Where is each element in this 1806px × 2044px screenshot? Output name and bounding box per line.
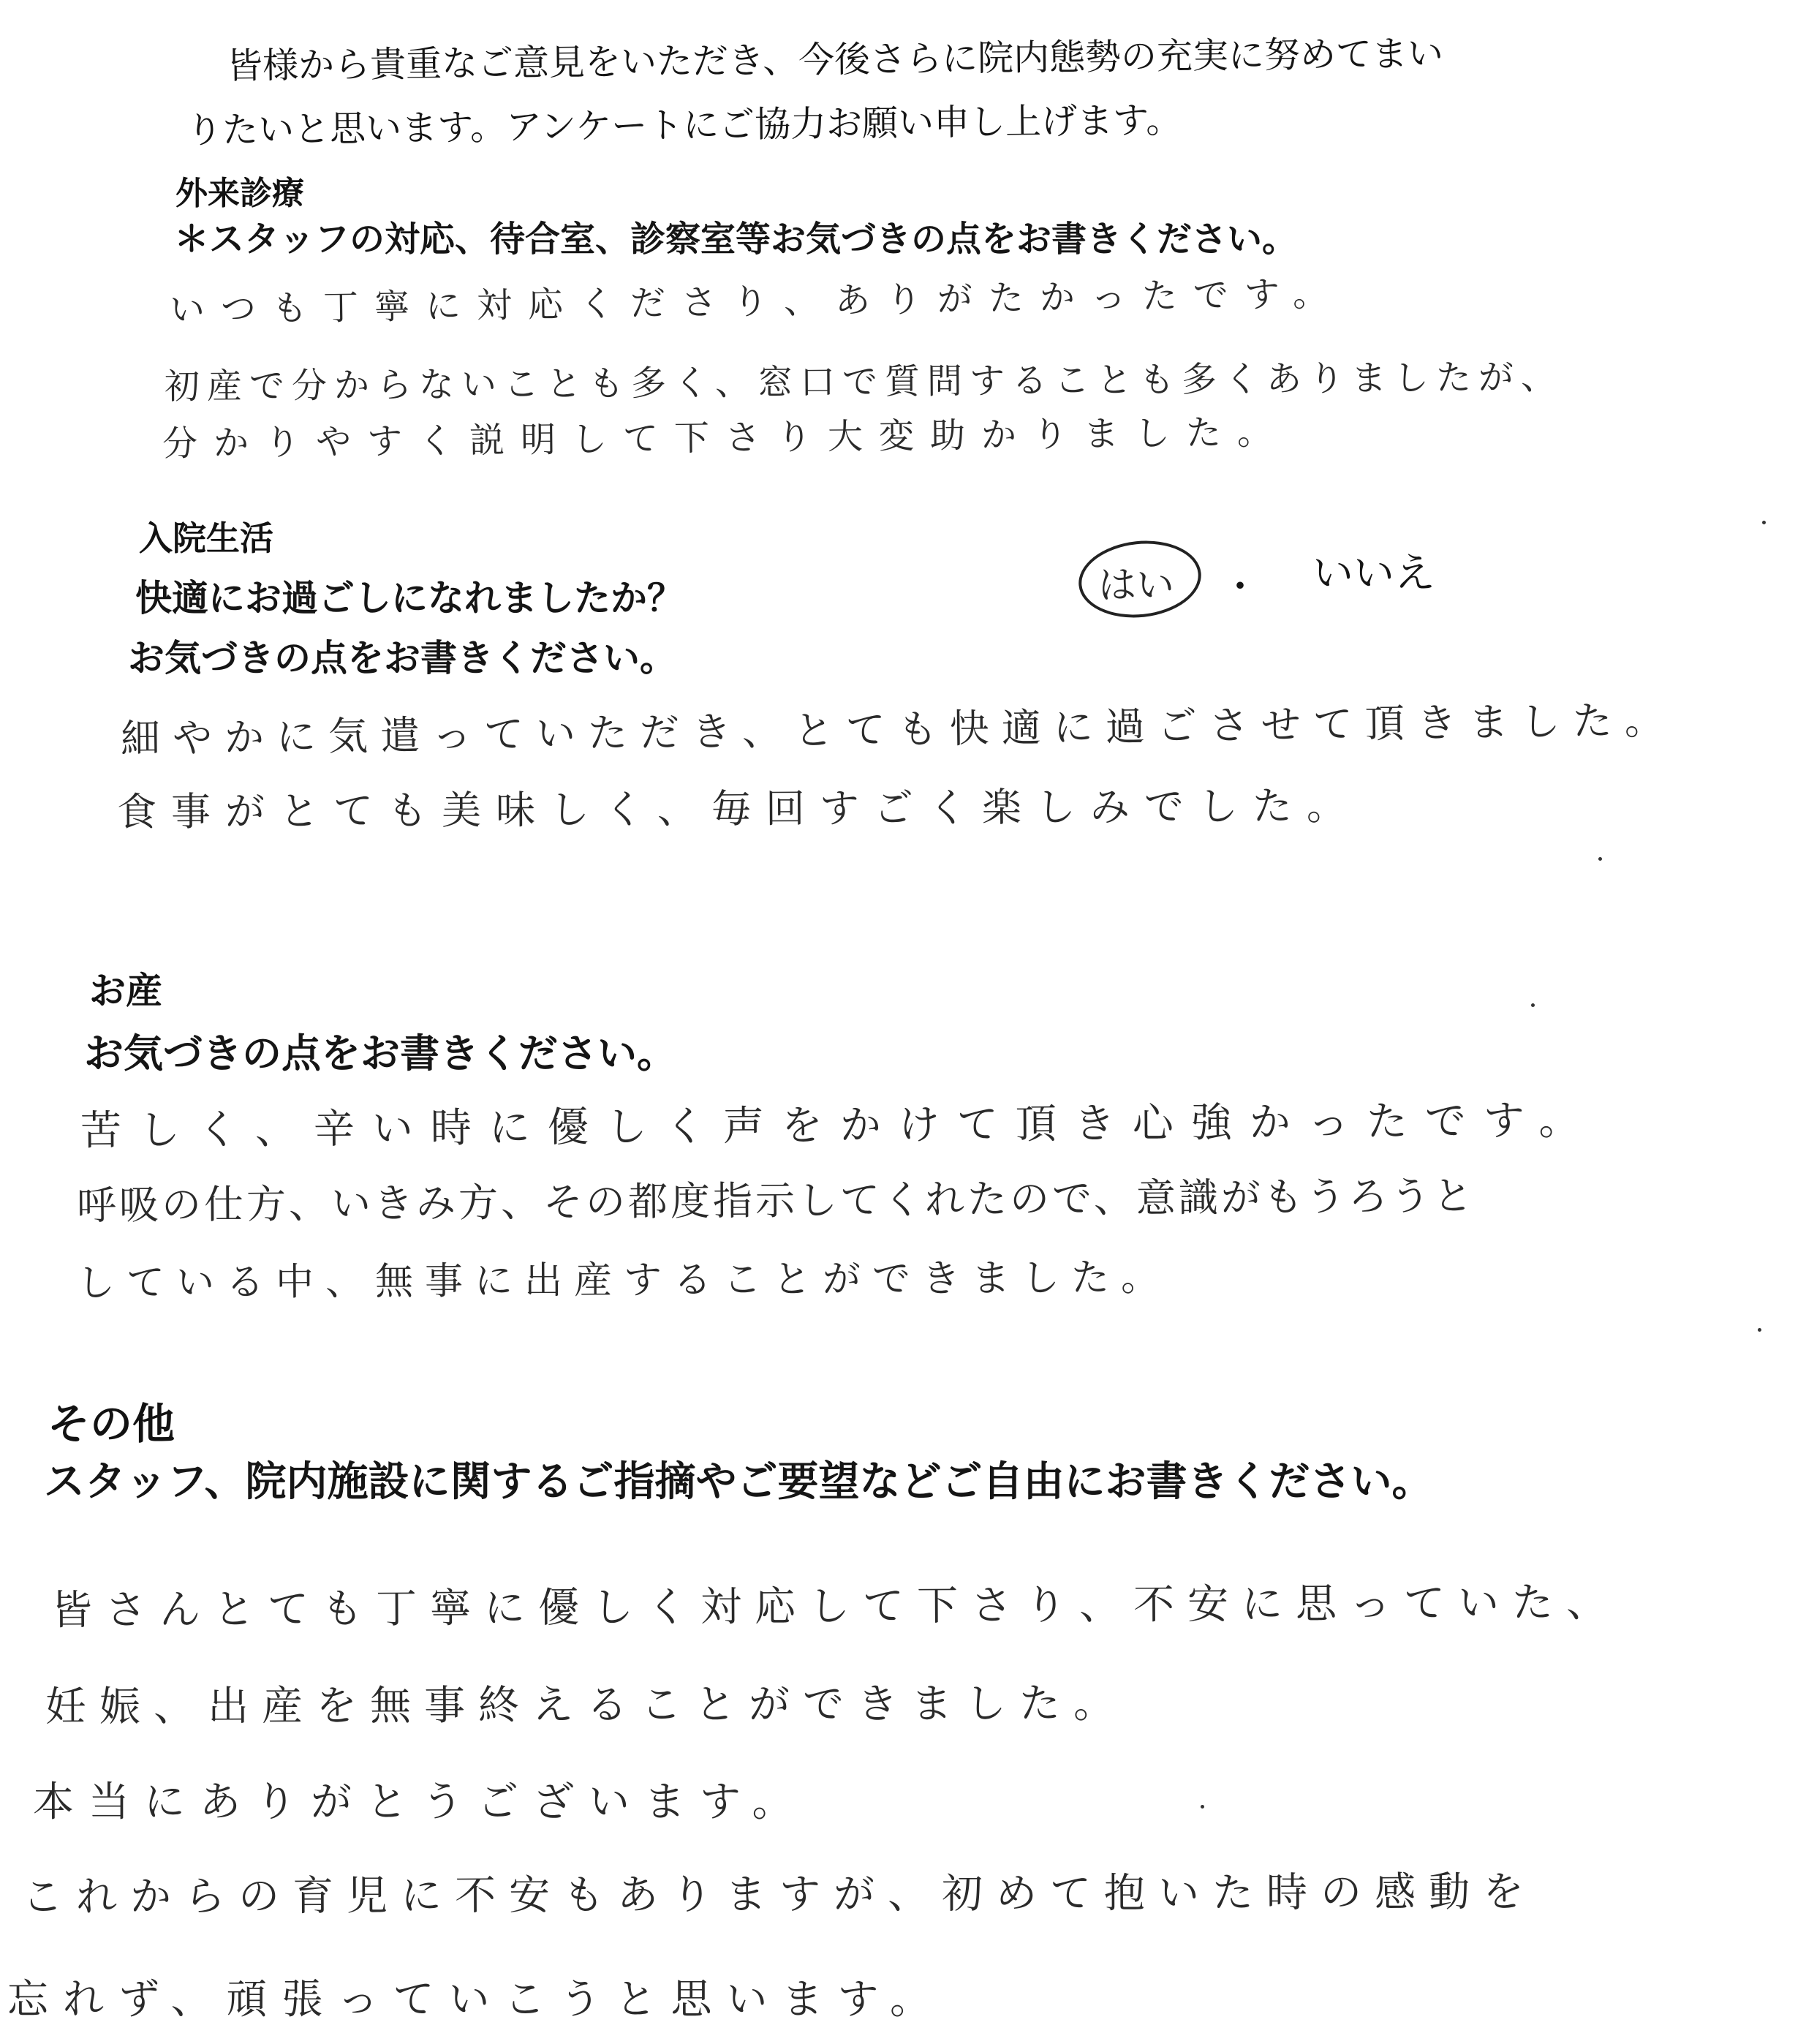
outpatient-heading: 外来診療 [175,175,304,212]
delivery-prompt: お気づきの点をお書きください。 [84,1030,676,1076]
scan-speck [1758,1328,1761,1332]
delivery-answer-line-1: 苦しく、辛い時に優しく声をかけて頂き心強かったです。 [80,1096,1598,1155]
outpatient-answer-line-2: 初産で分からないことも多く、窓口で質問することも多くありましたが、 [164,356,1564,407]
outpatient-question: ＊スタッフの対応、待合室、診察室等お気づきの点をお書きください。 [174,219,1298,260]
inpatient-heading: 入院生活 [139,518,273,558]
other-answer-line-3: 本当にありがとうございます。 [33,1779,808,1826]
outpatient-answer-line-1: いつも丁寧に対応くださり、ありがたかったです。 [169,273,1345,331]
intro-line-1: 皆様から貴重なご意見をいただき、今後さらに院内態勢の充実に努めてまい [226,32,1444,87]
outpatient-answer-line-3: 分かりやすく説明して下さり大変助かりました。 [162,411,1289,464]
scan-speck [1762,521,1766,524]
option-separator: ・ [1221,565,1260,609]
scan-speck [1201,1805,1204,1809]
other-answer-line-1: 皆さんとても丁寧に優しく対応して下さり、不安に思っていた、 [50,1578,1621,1634]
option-no: いいえ [1312,550,1435,597]
inpatient-question: 快適にお過ごしになれましたか？ [135,577,684,619]
inpatient-prompt: お気づきの点をお書きください。 [128,637,676,679]
scan-speck [1598,857,1602,861]
other-prompt: スタッフ、院内施設に関するご指摘やご要望などご自由にお書きください。 [44,1458,1433,1506]
other-answer-line-4: これからの育児に不安もありますが、初めて抱いた時の感動を [21,1868,1538,1921]
inpatient-answer-line-2: 食事がとても美味しく、毎回すごく楽しみでした。 [116,782,1361,835]
delivery-answer-line-3: している中、無事に出産することができました。 [76,1256,1171,1305]
delivery-heading: お産 [89,970,162,1012]
other-answer-line-5: 忘れず、頑張っていこうと思います。 [7,1976,946,2024]
option-yes: はい [1098,564,1175,608]
inpatient-answer-line-1: 細やかに気遣っていただき、とても快適に過ごさせて頂きました。 [120,697,1677,762]
other-heading: その他 [48,1399,175,1449]
intro-line-2: りたいと思います。アンケートにご協力お願い申し上げます。 [186,99,1182,151]
scan-speck [1531,1003,1535,1007]
delivery-answer-line-2: 呼吸の仕方、いきみ方、その都度指示してくれたので、意識がもうろうと [76,1172,1476,1229]
other-answer-line-2: 妊娠、出産を無事終えることができました。 [45,1679,1128,1731]
